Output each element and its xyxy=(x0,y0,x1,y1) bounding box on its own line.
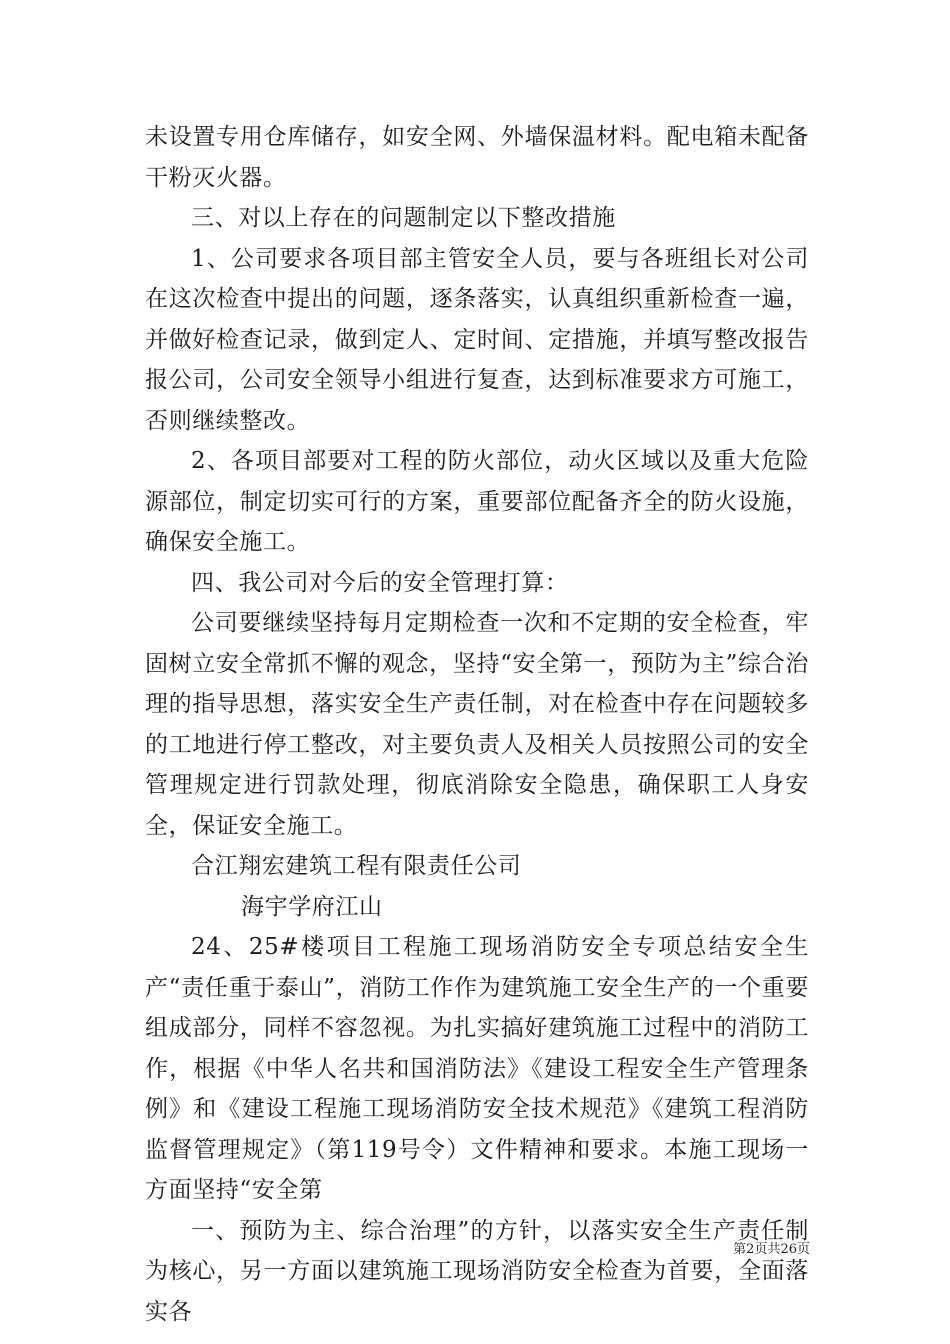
paragraph-storage-issue: 未设置专用仓库储存，如安全网、外墙保温材料。配电箱未配备干粉灭火器。 xyxy=(145,124,809,191)
paragraph-fire-safety-policy: 一、预防为主、综合治理”的方针，以落实安全生产责任制为核心，另一方面以建筑施工现场消防安全检查为首要，全面落实各 xyxy=(145,1217,809,1325)
paragraph-measure-1: 1、公司要求各项目部主管安全人员，要与各班组长对公司在这次检查中提出的问题，逐条落实，认真组织重新检查一遍，并做好检查记录，做到定人、定时间、定措施，并填写整改报告报公司，公司安全领导小组进行复查，达到标准要求方可施工，否则继续整改。 xyxy=(145,245,809,434)
paragraph-fire-safety-summary: 24、25#楼项目工程施工现场消防安全专项总结安全生产“责任重于泰山”，消防工作作为建筑施工安全生产的一个重要组成部分，同样不容忽视。为扎实搞好建筑施工过程中的消防工作，根据《中华人名共和国消防法》《建设工程安全生产管理条例》和《建设工程施工现场消防安全技术规范》《建筑工程消防监督管理规定》（第119号令）文件精神和要求。本施工现场一方面坚持“安全第 xyxy=(145,934,809,1203)
page-number: 第2页共26页 xyxy=(733,1242,810,1257)
project-name: 海宇学府江山 xyxy=(241,893,383,920)
heading-rectification-measures: 三、对以上存在的问题制定以下整改措施 xyxy=(191,205,616,231)
paragraph-future-plan: 公司要继续坚持每月定期检查一次和不定期的安全检查，牢固树立安全常抓不懈的观念，坚持“安全第一，预防为主”综合治理的指导思想，落实安全生产责任制，对在检查中存在问题较多的工地进行停工整改，对主要负责人及相关人员按照公司的安全管理规定进行罚款处理，彻底消除安全隐患，确保职工人身安全，保证安全施工。 xyxy=(145,610,809,839)
heading-future-plan: 四、我公司对今后的安全管理打算： xyxy=(191,569,569,596)
paragraph-measure-2: 2、各项目部要对工程的防火部位，动火区域以及重大危险源部位，制定切实可行的方案，重要部位配备齐全的防火设施，确保安全施工。 xyxy=(145,448,809,555)
company-name: 合江翔宏建筑工程有限责任公司 xyxy=(191,853,522,879)
document-body xyxy=(145,117,809,1332)
